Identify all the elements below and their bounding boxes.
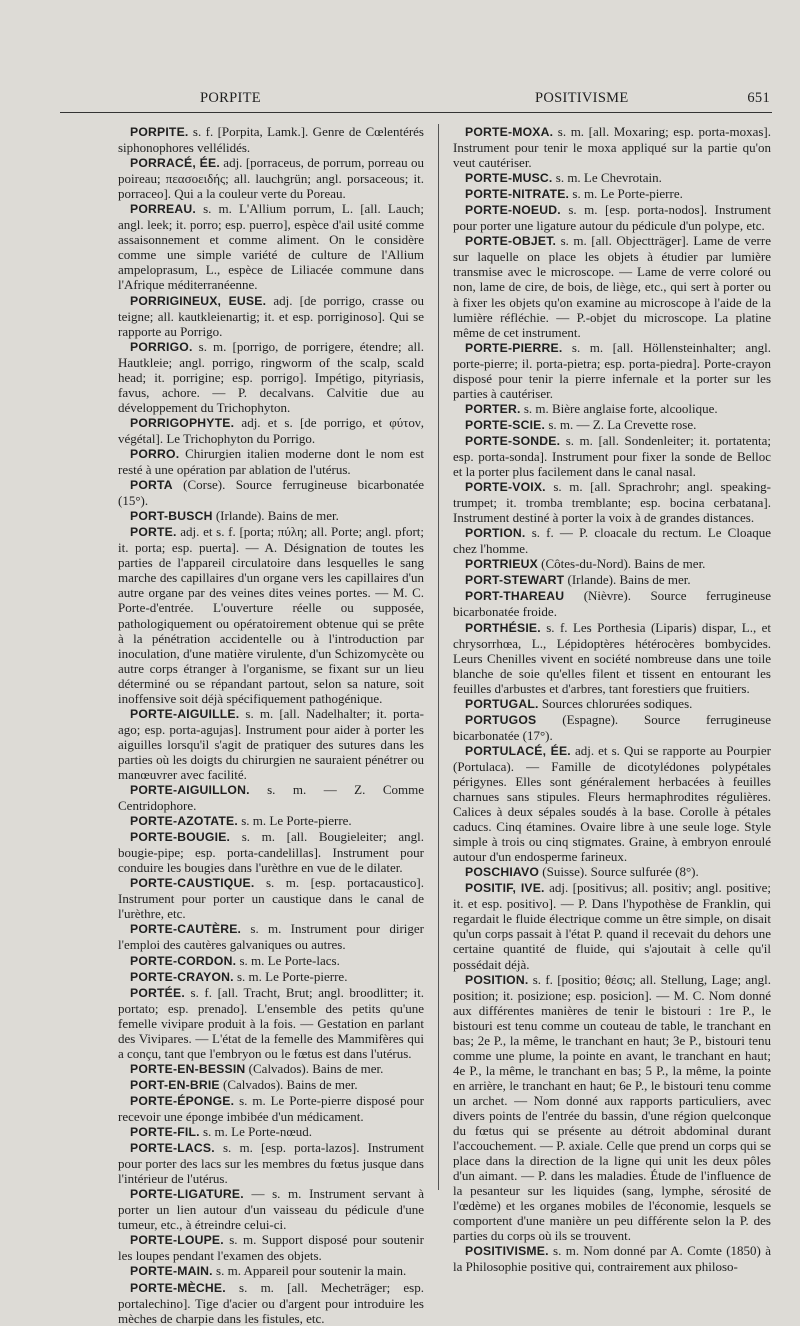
entry-definition: adj. [positivus; all. positiv; angl. positive; it. et esp. positivo]. — P. Dans l'hypothèse de Franklin, qui regardait le fluide électrique comme un être simple, on disait qu'un corps passait à l'état P. quand il recevait du dehors une certaine quantité de fluide, qui s'ajoutait à celle qu'il possédait déjà. xyxy=(453,880,772,972)
entry-headword: PORTION. xyxy=(465,526,526,541)
entry-headword: PORRACÉ, ÉE. xyxy=(130,156,220,171)
entry-headword: PORTE-CORDON. xyxy=(130,953,237,968)
entry-definition: adj. et s. Qui se rapporte au Pourpier (Portulaca). — Famille de dicotylédones polypétales périgynes. Elles sont généralement herbacées à feuilles charnues sans stipules. Fleurs hermaphrodites régulières. Calices à deux sépales soudés à la base. Corolle à pétales caducs. Cinq étamines. Ovaire libre à une seule loge. Style simple à trois ou cinq stigmates. Graine, à embryon enroulé autour d'un endosperme farineux. xyxy=(453,742,771,865)
dictionary-entry xyxy=(453,202,771,233)
entry-headword: PORTE-CRAYON. xyxy=(130,969,234,984)
page-number: 651 xyxy=(747,90,770,106)
dictionary-entry xyxy=(118,969,424,985)
dictionary-entry xyxy=(118,1061,424,1077)
entry-definition: s. m. Le Porte-lacs. xyxy=(236,952,340,968)
entry-definition: (Calvados). Bains de mer. xyxy=(245,1060,384,1076)
entry-headword: POSITIVISME. xyxy=(465,1244,549,1259)
entry-definition: s. m. [all. Höllensteinhalter; angl. porte-pierre; il. porta-pietra; esp. porta-piedra]. Porte-crayon disposé pour tenir la pierre infernale et la porter sur les parties à cautériser. xyxy=(453,339,771,401)
dictionary-entry xyxy=(453,556,771,572)
entry-definition: s. m. Instrument pour diriger l'emploi des cautères galvaniques ou autres. xyxy=(118,921,424,953)
entry-headword: PORTE-MOXA. xyxy=(465,125,554,139)
entry-headword: PORTE-AZOTATE. xyxy=(130,814,238,829)
dictionary-entry xyxy=(453,186,771,202)
entry-headword: PORTER. xyxy=(465,401,521,416)
dictionary-entry xyxy=(453,588,771,619)
entry-definition: s. m. [esp. porta-lazos]. Instrument pour porter des lacs sur les membres du fœtus jusque dans l'intérieur de l'utérus. xyxy=(118,1140,424,1187)
entry-headword: PORRIGINEUX, EUSE. xyxy=(130,293,267,308)
entry-definition: (Nièvre). Source ferrugineuse bicarbonatée froide. xyxy=(453,588,771,620)
entry-definition: s. m. Le Porte-pierre disposé pour recevoir une éponge imbibée d'un médicament. xyxy=(118,1092,424,1124)
dictionary-entry xyxy=(118,953,424,969)
entry-definition: s. m. Nom donné par A. Comte (1850) à la Philosophie positive qui, contrairement aux philoso- xyxy=(453,1243,771,1275)
entry-headword: PORTE-SCIE. xyxy=(465,417,546,432)
dictionary-entry xyxy=(118,1124,424,1140)
dictionary-entry xyxy=(118,155,424,201)
entry-headword: PORPITE. xyxy=(130,125,189,139)
entry-headword: PORTE-EN-BESSIN xyxy=(130,1061,246,1076)
entry-headword: PORTE-ÉPONGE. xyxy=(130,1093,235,1108)
dictionary-entry xyxy=(118,446,424,477)
entry-definition: Sources chlorurées sodiques. xyxy=(538,695,693,711)
entry-definition: (Côtes-du-Nord). Bains de mer. xyxy=(537,556,706,572)
dictionary-entry xyxy=(453,401,771,417)
entry-definition: s. m. Le Chevrotain. xyxy=(552,170,662,186)
entry-headword: PORTE-VOIX. xyxy=(465,480,546,495)
dictionary-entry xyxy=(118,1232,424,1263)
dictionary-entry xyxy=(453,620,771,696)
entry-headword: PORTE-LOUPE. xyxy=(130,1233,224,1248)
dictionary-entry xyxy=(118,706,424,782)
dictionary-entry xyxy=(118,875,424,921)
dictionary-entry xyxy=(118,124,424,155)
dictionary-entry xyxy=(453,743,771,864)
entry-definition: s. m. [all. Mecheträger; esp. portalechino]. Tige d'acier ou d'argent pour introduire les mèches de charpie dans les fistules, etc. xyxy=(118,1279,424,1326)
entry-headword: PORTE-MUSC. xyxy=(465,171,553,186)
entry-definition: s. m. [all. Moxaring; esp. porta-moxas]. Instrument pour tenir le moxa appliqué sur la partie qu'on veut cautériser. xyxy=(453,124,771,171)
entry-definition: s. m. Le Porte-pierre. xyxy=(237,813,352,829)
dictionary-entry xyxy=(453,525,771,556)
dictionary-entry xyxy=(118,1186,424,1232)
entry-headword: PORTE-FIL. xyxy=(130,1125,200,1140)
dictionary-entry xyxy=(118,1140,424,1186)
dictionary-entry xyxy=(118,921,424,952)
column-divider xyxy=(438,124,439,1190)
entry-definition: s. f. [Porpita, Lamk.]. Genre de Cœlentérés siphonophores vellélidés. xyxy=(118,124,424,156)
entry-headword: PORTE-SONDE. xyxy=(465,433,561,448)
entry-headword: PORRO. xyxy=(130,446,180,461)
entry-definition: (Suisse). Source sulfurée (8°). xyxy=(539,864,699,880)
dictionary-entry xyxy=(118,985,424,1061)
dictionary-entry xyxy=(118,813,424,829)
entry-definition: s. m. Bière anglaise forte, alcoolique. xyxy=(520,400,718,416)
dictionary-entry xyxy=(453,712,771,743)
entry-definition: (Irlande). Bains de mer. xyxy=(564,572,691,588)
entry-headword: PORTUGAL. xyxy=(465,696,539,711)
entry-headword: PORTHÉSIE. xyxy=(465,620,541,635)
entry-definition: s. m. Le Porte-pierre. xyxy=(569,186,683,202)
dictionary-entry xyxy=(118,1077,424,1093)
dictionary-entry xyxy=(118,1263,424,1279)
entry-headword: PORT-EN-BRIE xyxy=(130,1077,220,1092)
entry-headword: PORTE-AIGUILLE. xyxy=(130,706,240,721)
entry-definition: s. m. [porrigo, de porrigere, étendre; all. Hautkleie; angl. porrigo, ringworm of the scalp, scald head; it. porrigine; esp. porrigo]. Impétigo, pityriasis, favus, achore. — P. decalvans. Calvitie due au développement du Trichophyton. xyxy=(118,338,424,415)
dictionary-entry xyxy=(453,433,771,479)
entry-headword: PORTULACÉ, ÉE. xyxy=(465,743,571,758)
entry-headword: PORRIGO. xyxy=(130,339,193,354)
dictionary-entry xyxy=(453,1243,771,1274)
entry-headword: PORTE-NOEUD. xyxy=(465,203,561,218)
dictionary-entry xyxy=(453,170,771,186)
entry-definition: s. f. — P. cloacale du rectum. Le Cloaque chez l'homme. xyxy=(453,525,771,557)
entry-headword: PORTE-LACS. xyxy=(130,1141,215,1156)
entry-definition: s. m. [all. Sondenleiter; it. portatenta; esp. porta-sonda]. Instrument pour fixer la sonde de Belloc et la porter plus facilement dans le canal nasal. xyxy=(453,432,771,480)
entry-headword: PORREAU. xyxy=(130,202,196,217)
entry-definition: s. m. — Z. La Crevette rose. xyxy=(545,416,697,432)
entry-definition: s. f. [all. Tracht, Brut; angl. broodlitter; it. portato; esp. prenado]. L'ensemble des petits qu'une femelle vivipare produit à la fois. — Gestation en parlant des Vivipares. — L'état de la femelle des Mammifères qui a conçu, tant que l'embryon ou le fœtus est dans l'utérus. xyxy=(118,984,424,1061)
entry-definition: (Irlande). Bains de mer. xyxy=(212,508,339,524)
entry-definition: (Corse). Source ferrugineuse bicarbonatée (15°). xyxy=(118,477,424,509)
entry-headword: PORTE-OBJET. xyxy=(465,234,557,249)
header-right-word: POSITIVISME xyxy=(535,90,629,106)
entry-headword: PORTRIEUX xyxy=(465,557,538,572)
entry-headword: PORTE-MÈCHE. xyxy=(130,1280,226,1295)
entry-definition: s. m. [all. Bougieleiter; angl. bougie-pipe; esp. porta-candelillas]. Instrument pour conduire les bougies dans l'urèthre en vue de le dilater. xyxy=(118,829,424,876)
dictionary-entry xyxy=(118,508,424,524)
header-left-word: PORPITE xyxy=(200,90,261,106)
entry-definition: s. f. Les Porthesia (Liparis) dispar, L., et chrysorrhœa, L., Lépidoptères hétérocères bombycides. Leurs Chenilles vivent en société nombreuse dans une toile blanche de soie qu'elles filent et tissent en entourant les feuilles d'arbustes et d'arbres, tant forestiers que fruitiers. xyxy=(453,619,771,696)
entry-definition: s. m. — Z. Comme Centridophore. xyxy=(118,782,424,814)
entry-headword: PORTE-NITRATE. xyxy=(465,187,570,202)
entry-headword: PORT-THAREAU xyxy=(465,589,565,604)
dictionary-entry xyxy=(453,124,771,170)
dictionary-entry xyxy=(453,233,771,339)
entry-headword: PORTE-CAUTÈRE. xyxy=(130,922,242,937)
dictionary-entry xyxy=(118,524,424,706)
entry-headword: PORTE. xyxy=(130,525,177,540)
entry-headword: PORRIGOPHYTE. xyxy=(130,415,235,430)
entry-headword: POSCHIAVO xyxy=(465,865,540,880)
entry-headword: PORTUGOS xyxy=(465,712,537,727)
entry-headword: PORT-BUSCH xyxy=(130,509,213,524)
dictionary-entry xyxy=(118,339,424,415)
entry-definition: (Calvados). Bains de mer. xyxy=(219,1076,358,1092)
entry-headword: PORT-STEWART xyxy=(465,573,565,588)
entry-definition: s. m. Le Porte-nœud. xyxy=(199,1124,313,1140)
entry-definition: s. m. L'Allium porrum, L. [all. Lauch; angl. leek; it. porro; esp. puerro], espèce d'ail usité comme assaisonnement et comme aliment. On le considère comme une simple variété de culture de l'Allium ampeloprasum, L., espèce de Liliacée commune dans l'Afrique méditerranéenne. xyxy=(118,201,424,293)
dictionary-entry xyxy=(118,1280,424,1326)
entry-headword: PORTÉE. xyxy=(130,985,185,1000)
entry-headword: PORTA xyxy=(130,478,173,493)
entry-definition: s. m. [all. Sprachrohr; angl. speaking-trumpet; it. tromba tremblante; esp. bocina cerbatana]. Instrument destiné à porter la voix à de grandes distances. xyxy=(453,479,771,526)
entry-headword: PORTE-MAIN. xyxy=(130,1264,213,1279)
entry-headword: PORTE-CAUSTIQUE. xyxy=(130,876,255,891)
entry-headword: PORTE-AIGUILLON. xyxy=(130,783,250,798)
dictionary-entry xyxy=(453,972,771,1244)
dictionary-entry xyxy=(453,340,771,401)
entry-definition: Chirurgien italien moderne dont le nom est resté à une opération par ablation de l'utérus. xyxy=(118,445,424,478)
entry-definition: (Espagne). Source ferrugineuse bicarbonatée (17°). xyxy=(453,711,771,743)
entry-definition: adj. et s. [de porrigo, et φύτον, végétal]. Le Trichophyton du Porrigo. xyxy=(118,414,424,446)
entry-definition: s. m. Le Porte-pierre. xyxy=(233,968,348,984)
entry-definition: adj. [porraceus, de porrum, porreau ou poireau; πεασοειδής; all. lauchgrün; angl. porsaceous; it. porraceo]. Qui a la couleur verte du Poreau. xyxy=(118,155,424,202)
dictionary-entry xyxy=(453,572,771,588)
dictionary-entry xyxy=(453,880,771,971)
entry-headword: POSITION. xyxy=(465,972,529,987)
dictionary-entry xyxy=(118,782,424,813)
dictionary-entry xyxy=(118,293,424,339)
entry-definition: s. m. [all. Nadelhalter; it. porta-ago; esp. porta-agujas]. Instrument pour aider à porter les aiguilles lorsqu'il s'agit de pratiquer des sutures dans les parties où les doigts du chirurgien ne sauraient pénétrer ou manœuvrer avec facilité. xyxy=(118,705,424,782)
entry-definition: s. m. Appareil pour soutenir la main. xyxy=(212,1263,407,1279)
running-header xyxy=(60,90,770,112)
dictionary-entry xyxy=(118,477,424,508)
entry-definition: s. m. [esp. portacaustico]. Instrument pour porter un caustique dans le canal de l'urèthre, etc. xyxy=(118,875,424,922)
entry-definition: s. m. [all. Objectträger]. Lame de verre sur laquelle on place les objets à étudier par lumière transmise avec le microscope. — Lame de verre coloré ou non, lame de cire, de bois, de liège, etc., qui sert à porter ou à fixer les objets qu'on examine au microscope à l'aide de la lumière réfléchie. — P.-objet du microscope. La platine même de cet instrument. xyxy=(453,233,771,340)
entry-headword: POSITIF, IVE. xyxy=(465,881,545,896)
dictionary-entry xyxy=(118,201,424,292)
entry-definition: adj. [de porrigo, crasse ou teigne; all. kautkleienartig; it. et esp. porriginoso]. Qui se rapporte au Porrigo. xyxy=(118,292,424,339)
header-rule xyxy=(60,112,772,113)
entry-definition: — s. m. Instrument servant à porter un lien autour d'un vaisseau du pédicule d'une tumeur, etc., à étreindre celui-ci. xyxy=(118,1186,424,1233)
dictionary-entry xyxy=(453,417,771,433)
entry-definition: adj. et s. f. [porta; πύλη; all. Porte; angl. pfort; it. porta; esp. puerta]. — A. Désignation de toutes les parties de l'appareil circulatoire dans lesquelles le sang marche des capillaires d'un organe vers les capillaires d'un autre organe par des veines dites veines portes. — M. C. Porte-d'entrée. L'ouverture réelle ou supposée, pathologiquement ou opératoirement obtenue qui se prête à la pénétration accidentelle ou à l'introduction par inoculation, d'une matière virulente, d'un Schizomycète ou autre corps étranger à l'organisme, se fixant sur un lieu déterminé ou se répandant partout, selon sa nature, soit inoffensive soit déjà spécifiquement pathogénique. xyxy=(118,524,424,706)
entry-headword: PORTE-LIGATURE. xyxy=(130,1187,244,1202)
right-column xyxy=(453,124,771,1275)
dictionary-entry xyxy=(118,415,424,446)
entry-definition: s. m. Support disposé pour soutenir les loupes pendant l'examen des objets. xyxy=(118,1232,424,1264)
entry-headword: PORTE-BOUGIE. xyxy=(130,830,231,845)
entry-definition: s. f. [positio; θέσις; all. Stellung, Lage; angl. position; it. posizione; esp. posicion]. — M. C. Nom donné aux différentes manières de tenir le bistouri : 1re P., le bistouri est tenu comme un couteau de table, le tranchant en bas; 2e P., la même, le tranchant en haut; 3e P., bistouri tenu comme une plume, la pointe en avant, le tranchant en haut; 4e P., la même, le tranchant en bas; 5 P., la même, la pointe en arrière, le tranchant en haut; 6e P., le bistouri tenu comme un archet. — Nom donné aux rapports particuliers, avec divers points de l'entrée du bassin, d'une région quelconque du fœtus qui se présente au détroit abdominal durant l'accouchement. — P. axiale. Celle que prend un corps qui se place dans la direction de la ligne qui unit les deux pôles d'un aimant. — P. dans les maladies. Étude de l'influence de la pesanteur sur les liquides (sang, lymphe, sérosité de l'œdème) et les organes mobiles de l'économie, lesquels se comportent d'une manière un peu différente selon la P. des parties du corps où ils se trouvent. xyxy=(453,971,771,1244)
dictionary-entry xyxy=(453,479,771,525)
entry-definition: s. m. [esp. porta-nodos]. Instrument pour porter une ligature autour du pédicule d'un polype, etc. xyxy=(453,202,771,234)
left-column xyxy=(118,124,424,1326)
dictionary-entry xyxy=(453,696,771,712)
entry-headword: PORTE-PIERRE. xyxy=(465,340,563,355)
dictionary-entry xyxy=(118,829,424,875)
dictionary-entry xyxy=(453,864,771,880)
dictionary-entry xyxy=(118,1093,424,1124)
